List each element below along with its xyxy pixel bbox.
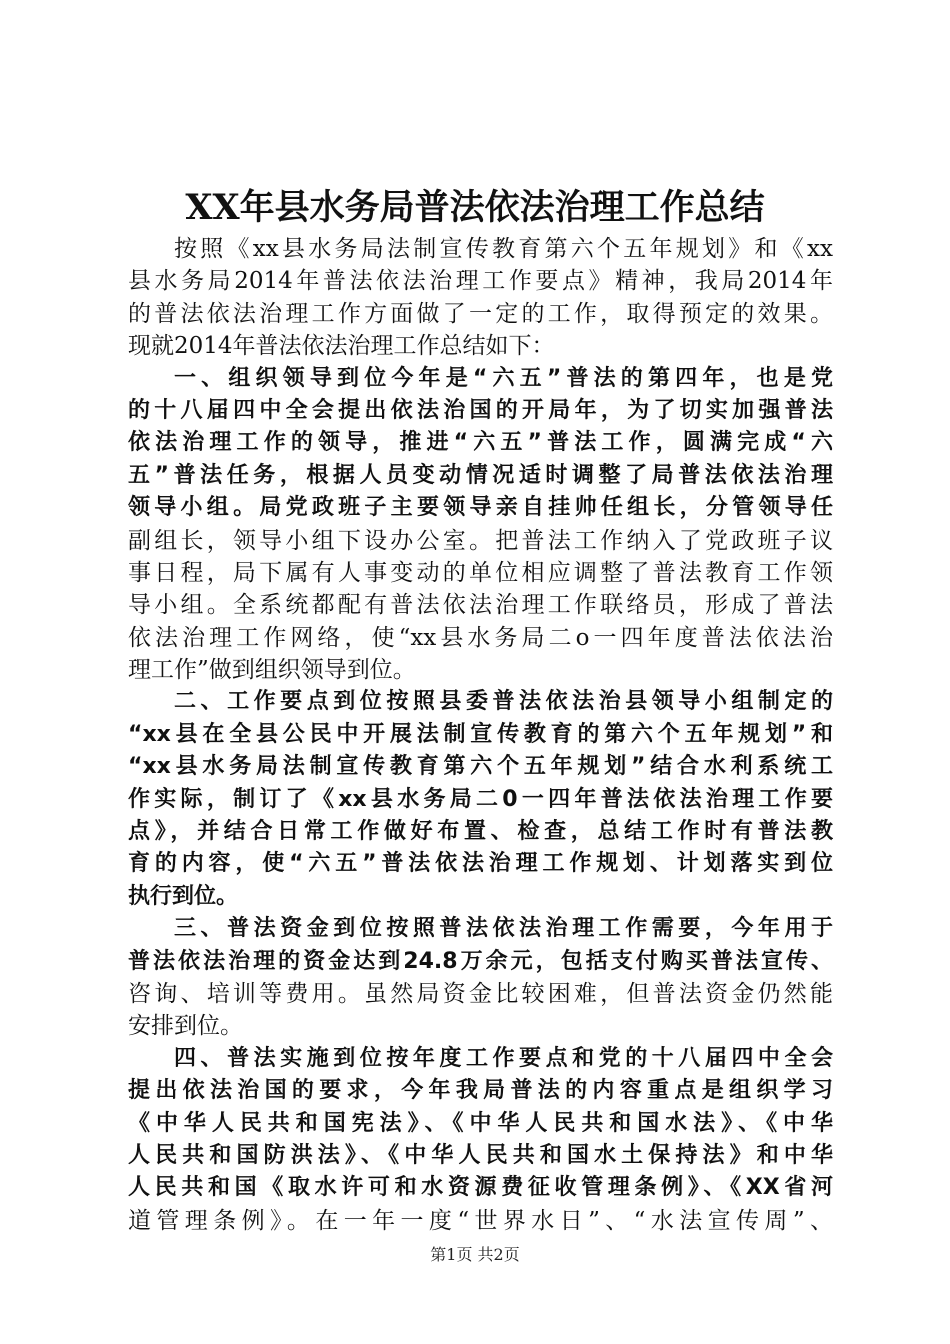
- text-line: 副组长，领导小组下设办公室。把普法工作纳入了党政班子议: [128, 527, 833, 554]
- text-line: 导小组。全系统都配有普法依法治理工作联络员，形成了普法: [128, 592, 833, 619]
- text-line: 育的内容，使“六五”普法依法治理工作规划、计划落实到位: [128, 851, 833, 877]
- text-line: 安排到位。: [128, 1013, 243, 1040]
- text-line: 提出依法治国的要求，今年我局普法的内容重点是组织学习: [128, 1078, 833, 1104]
- page-number: 第1页 共2页: [430, 1245, 520, 1264]
- text-line: 依法治理工作网络，使“xx县水务局二o一四年度普法依法治: [128, 624, 833, 651]
- text-line: 县水务局2014年普法依法治理工作要点》精神，我局2014年: [128, 268, 833, 295]
- text-line: 现就2014年普法依法治理工作总结如下：: [128, 333, 555, 360]
- text-line: “xx县在全县公民中开展法制宣传教育的第六个五年规划”和: [128, 721, 833, 747]
- text-line: 道管理条例》。在一年一度“世界水日”、“水法宣传周”、: [128, 1207, 833, 1234]
- text-line: “xx县水务局法制宣传教育第六个五年规划”结合水利系统工: [128, 754, 833, 780]
- text-line: 领导小组。局党政班子主要领导亲自挂帅任组长，分管领导任: [128, 495, 833, 521]
- text-line: 普法依法治理的资金达到24.8万余元，包括支付购买普法宣传、: [128, 948, 833, 974]
- text-line: 人民共和国防洪法》、《中华人民共和国水土保持法》和中华: [128, 1142, 833, 1168]
- text-line: 理工作”做到组织领导到位。: [128, 657, 416, 684]
- text-line: 四、普法实施到位按年度工作要点和党的十八届四中全会: [174, 1045, 833, 1071]
- text-line: 作实际，制订了《xx县水务局二0一四年普法依法治理工作要: [128, 786, 833, 812]
- text-line: 依法治理工作的领导，推进“六五”普法工作，圆满完成“六: [128, 430, 833, 456]
- text-line: 二、工作要点到位按照县委普法依法治县领导小组制定的: [174, 689, 833, 715]
- text-line: 咨询、培训等费用。虽然局资金比较困难，但普法资金仍然能: [128, 980, 833, 1007]
- text-line: 按照《xx县水务局法制宣传教育第六个五年规划》和《xx: [174, 236, 833, 262]
- document-title: XX年县水务局普法依法治理工作总结: [185, 187, 765, 228]
- text-line: 三、普法资金到位按照普法依法治理工作需要，今年用于: [174, 916, 833, 942]
- text-line: 《中华人民共和国宪法》、《中华人民共和国水法》、《中华: [128, 1110, 833, 1136]
- text-line: 一、组织领导到位今年是“六五”普法的第四年，也是党: [174, 365, 833, 391]
- text-line: 五”普法任务，根据人员变动情况适时调整了局普法依法治理: [128, 462, 833, 488]
- text-line: 执行到位。: [128, 883, 239, 909]
- document-body: [128, 233, 833, 1237]
- text-line: 的十八届四中全会提出依法治国的开局年，为了切实加强普法: [128, 397, 833, 423]
- text-line: 人民共和国《取水许可和水资源费征收管理条例》、《XX省河: [128, 1175, 833, 1201]
- text-line: 的普法依法治理工作方面做了一定的工作，取得预定的效果。: [128, 300, 833, 327]
- text-line: 点》，并结合日常工作做好布置、检查，总结工作时有普法教: [128, 819, 833, 845]
- text-line: 事日程，局下属有人事变动的单位相应调整了普法教育工作领: [128, 559, 833, 586]
